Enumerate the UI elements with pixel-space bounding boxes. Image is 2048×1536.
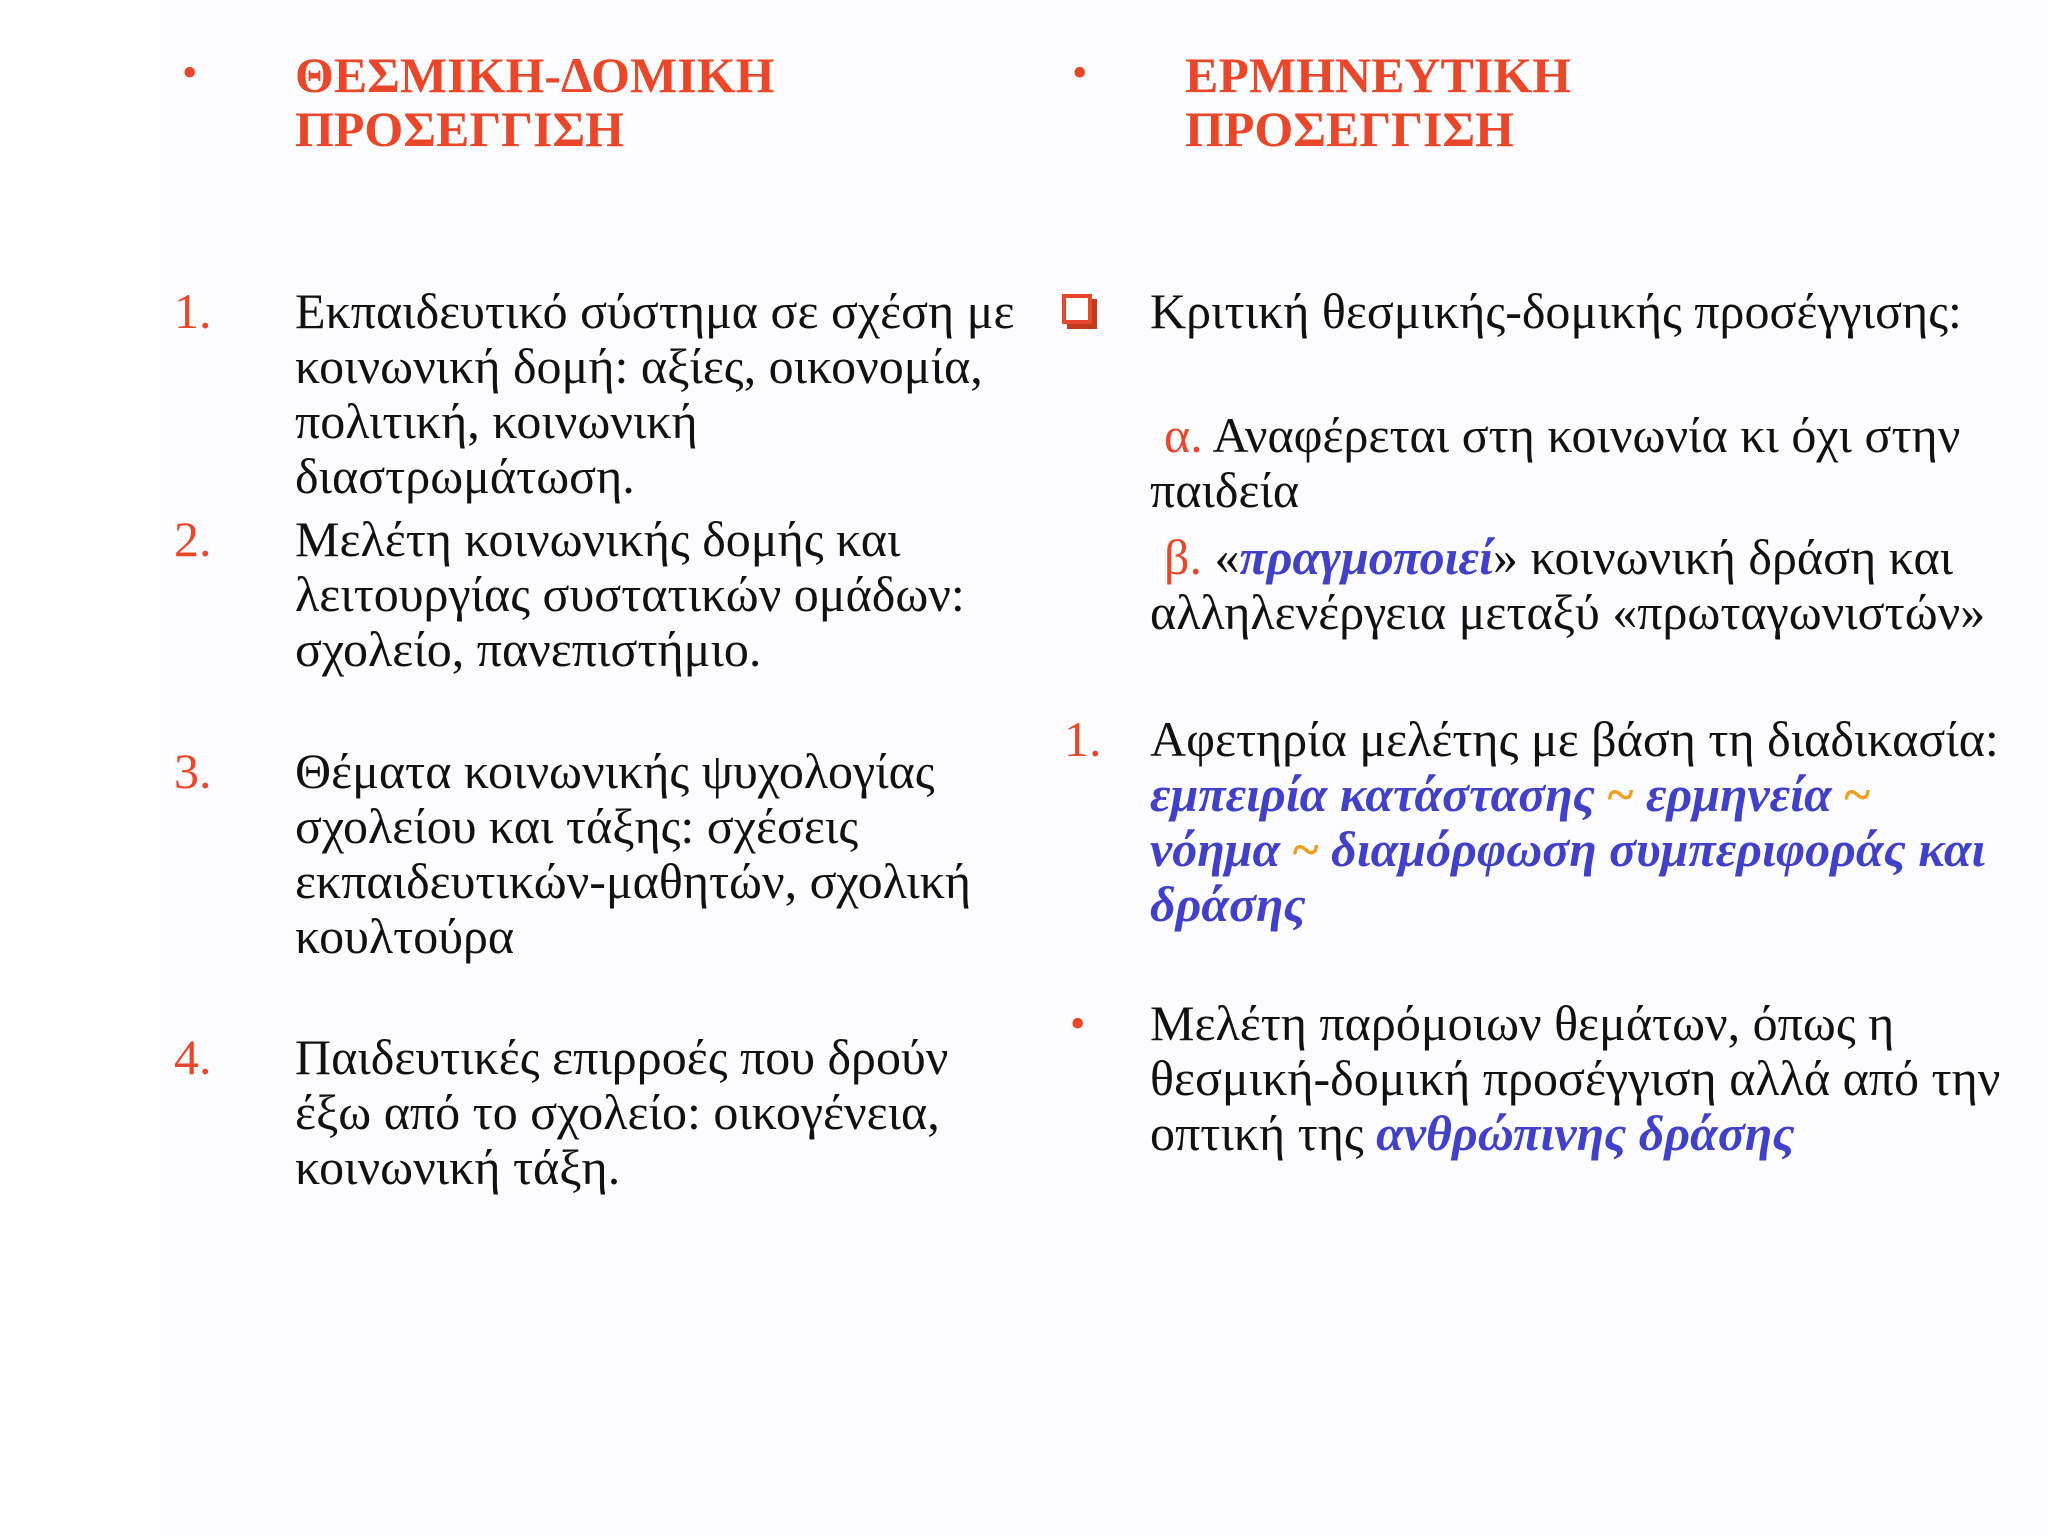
item-number: 1. [174,283,212,339]
sub-letter: α. [1164,407,1203,463]
sub-letter: β. [1164,529,1202,585]
item-text: Μελέτη κοινωνικής δομής και λειτουργίας συστατικών ομάδων: σχολείο, πανεπιστήμιο. [295,511,965,677]
sub-text: Αναφέρεται στη κοινωνία κι όχι στην παιδεία [1150,407,1961,518]
quote-open: « [1214,529,1240,585]
tilde-separator: ~ [1292,821,1319,877]
item-number: 3. [174,743,212,799]
list-item [160,284,1020,504]
header-bullet: • [182,48,198,97]
item-number: 4. [174,1029,212,1085]
highlight-term: διαμόρφωση συμπεριφοράς και δράσης [1150,821,1986,932]
sub-item-b [1050,530,2010,640]
item-text: Εκπαιδευτικό σύστημα σε σχέση με κοινωνική δομή: αξίες, οικονομία, πολιτική, κοινωνική διαστρωμάτωση. [295,283,1015,504]
item-prefix: Αφετηρία μελέτης με βάση τη διαδικασία: [1150,711,1999,767]
highlight-term: ερμηνεία [1645,766,1832,822]
tilde-separator: ~ [1844,766,1871,822]
critique-item [1050,284,2010,339]
checkbox-icon [1062,294,1092,324]
item-number: 1. [1064,711,1102,767]
sub-text: » κοινωνική δράση και αλληλενέργεια μεταξύ «πρωταγωνιστών» [1150,529,1986,640]
header-bullet: • [1072,48,1088,97]
item-text: Θέματα κοινωνικής ψυχολογίας σχολείου και τάξης: σχέσεις εκπαιδευτικών-μαθητών, σχολική κουλτούρα [295,743,972,964]
list-item [160,512,1020,677]
item-text: Παιδευτικές επιρροές που δρούν έξω από το σχολείο: οικογένεια, κοινωνική τάξη. [295,1029,949,1195]
item-number: 2. [174,511,212,567]
tilde-separator: ~ [1607,766,1634,822]
highlight-term: ανθρώπινης δράσης [1376,1105,1795,1161]
right-header-title: ΕΡΜΗΝΕΥΤΙΚΗ ΠΡΟΣΕΓΓΙΣΗ [1185,47,1572,157]
highlight-term: πραγμοποιεί [1239,529,1493,585]
highlight-term: εμπειρία κατάστασης [1150,766,1595,822]
item-prefix: Μελέτη παρόμοιων θεμάτων, όπως η θεσμική-δομική προσέγγιση αλλά από την οπτική της [1150,995,2001,1161]
list-item [160,1030,1020,1195]
list-item [160,744,1020,964]
sub-item-a [1050,408,2010,518]
left-header-title: ΘΕΣΜΙΚΗ-ΔΟΜΙΚΗ ΠΡΟΣΕΓΓΙΣΗ [295,47,775,157]
critique-text: Κριτική θεσμικής-δομικής προσέγγισης: [1150,283,1962,339]
list-item [1050,996,2010,1161]
highlight-term: νόημα [1150,821,1281,877]
bullet-dot: • [1070,999,1086,1048]
list-item [1050,712,2010,932]
